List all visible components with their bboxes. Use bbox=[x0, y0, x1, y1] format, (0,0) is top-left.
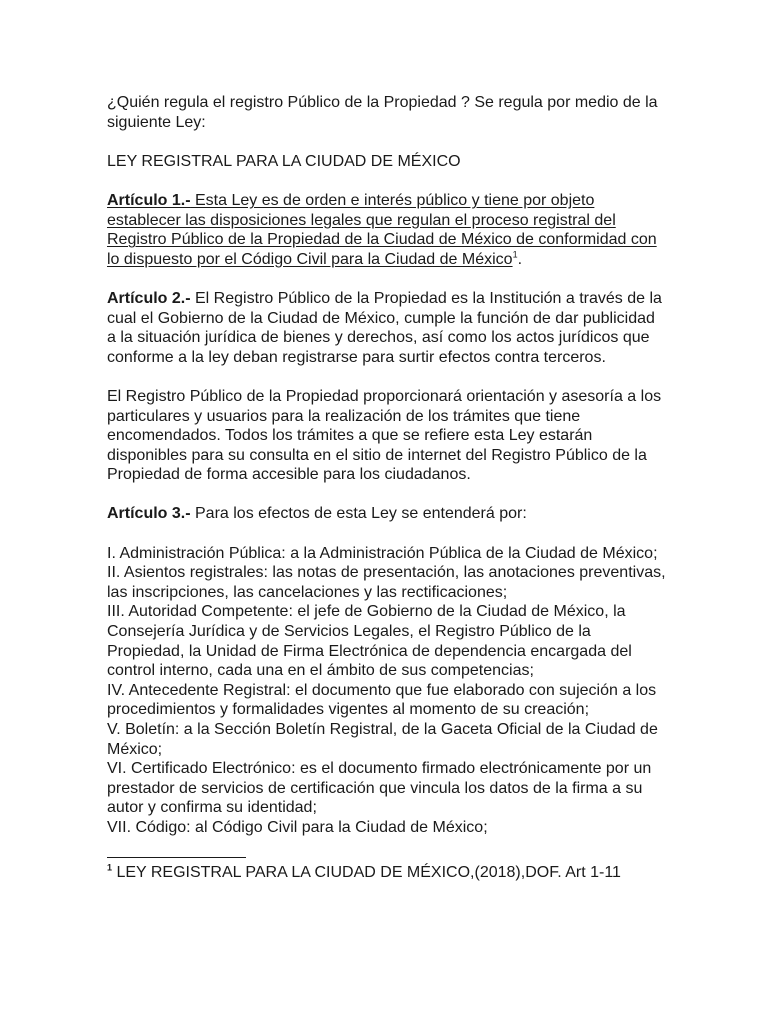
definition-item: VI. Certificado Electrónico: es el documento firmado electrónicamente por un prestador de servicios de certificación que vincula los datos de la firma a su autor y confirma su identidad; bbox=[107, 760, 652, 817]
article-3 bbox=[107, 504, 667, 524]
definition-item: VII. Código: al Código Civil para la Ciudad de México; bbox=[107, 818, 488, 836]
article-1 bbox=[107, 191, 667, 269]
definitions-list bbox=[107, 544, 667, 838]
definition-item: III. Autoridad Competente: el jefe de Gobierno de la Ciudad de México, la Consejería Jurídica y de Servicios Legales, el Registro Público de la Propiedad, la Unidad de Firma Electrónica de dependencia encargada del control interno, cada una en el ámbito de sus competencias; bbox=[107, 603, 632, 680]
footnote-separator bbox=[107, 857, 246, 858]
footnote bbox=[107, 863, 667, 882]
article-1-label: Artículo 1.- bbox=[107, 191, 191, 209]
law-title: LEY REGISTRAL PARA LA CIUDAD DE MÉXICO bbox=[107, 152, 461, 170]
article-3-label: Artículo 3.- bbox=[107, 505, 191, 523]
footnote-number: 1 bbox=[107, 862, 113, 873]
document-page bbox=[107, 93, 667, 882]
definition-item: II. Asientos registrales: las notas de presentación, las anotaciones preventivas, las inscripciones, las cancelaciones y las rectificaciones; bbox=[107, 564, 666, 601]
definition-item: IV. Antecedente Registral: el documento que fue elaborado con sujeción a los procedimientos y formalidades vigentes al momento de su creación; bbox=[107, 681, 657, 719]
article-1-trailing: . bbox=[517, 250, 523, 268]
article-3-text: Para los efectos de esta Ley se entenderá por: bbox=[190, 505, 527, 523]
footnote-reference: 1 bbox=[512, 249, 518, 260]
article-2-text: El Registro Público de la Propiedad es la Institución a través de la cual el Gobierno de la Ciudad de México, cumple la función de dar publicidad a la situación jurídica de bienes y derechos, así como los actos jurídicos que conforme a la ley deban registrarse para surtir efectos contra terceros. bbox=[107, 289, 662, 366]
definition-item: I. Administración Pública: a la Administración Pública de la Ciudad de México; bbox=[107, 544, 658, 562]
article-2-label: Artículo 2.- bbox=[107, 289, 191, 307]
article-2-extra-paragraph: El Registro Público de la Propiedad proporcionará orientación y asesoría a los particulares y usuarios para la realización de los trámites que tiene encomendados. Todos los trámites a que se refiere esta Ley estarán disponibles para su consulta en el sitio de internet del Registro Público de la Propiedad de forma accesible para los ciudadanos. bbox=[107, 387, 662, 484]
footnote-text: LEY REGISTRAL PARA LA CIUDAD DE MÉXICO,(2018),DOF. Art 1-11 bbox=[112, 863, 621, 881]
definition-item: V. Boletín: a la Sección Boletín Registral, de la Gaceta Oficial de la Ciudad de México; bbox=[107, 721, 658, 758]
article-1-text: Esta Ley es de orden e interés público y tiene por objeto establecer las disposiciones legales que regulan el proceso registral del Registro Público de la Propiedad de la Ciudad de México de conformidad con lo dispuesto por el Código Civil para la Ciudad de México bbox=[107, 191, 657, 268]
intro-paragraph: ¿Quién regula el registro Público de la Propiedad ? Se regula por medio de la siguiente Ley: bbox=[107, 94, 658, 131]
article-2 bbox=[107, 289, 667, 367]
